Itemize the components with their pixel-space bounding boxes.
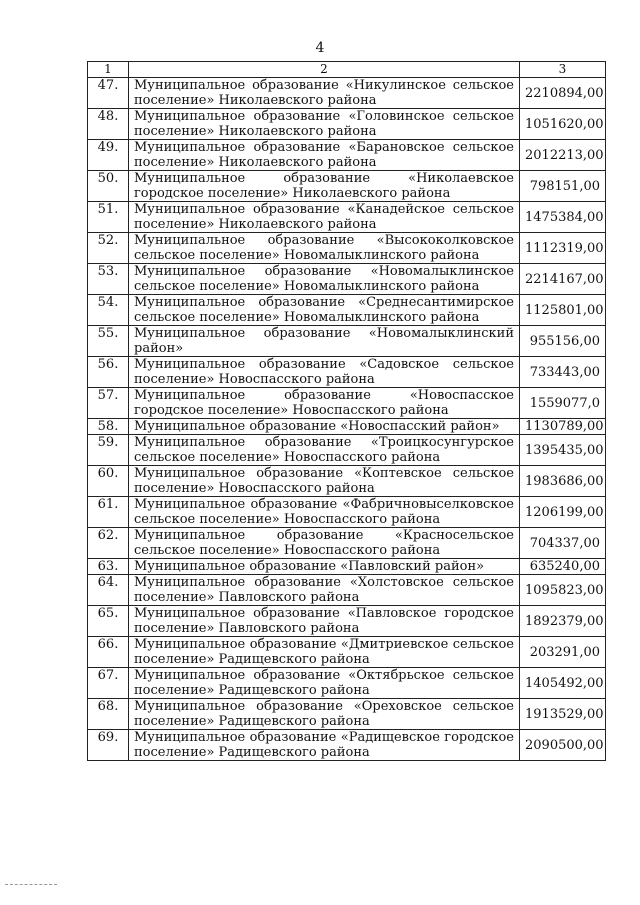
row-number: 66. (88, 637, 129, 668)
municipalities-table (87, 61, 606, 761)
table-row (88, 435, 606, 466)
row-number: 54. (88, 295, 129, 326)
table-row (88, 357, 606, 388)
row-number: 49. (88, 140, 129, 171)
row-name: Муниципальное образование «Новоспасский район» (129, 419, 520, 435)
row-number: 50. (88, 171, 129, 202)
row-value: 2210894,00 (520, 78, 606, 109)
table-row (88, 559, 606, 575)
row-number: 67. (88, 668, 129, 699)
row-value: 1125801,00 (520, 295, 606, 326)
row-name: Муниципальное образование «Новомалыклинское сельское поселение» Новомалыклинского района (129, 264, 520, 295)
row-value: 1892379,00 (520, 606, 606, 637)
row-value: 1206199,00 (520, 497, 606, 528)
row-value: 704337,00 (520, 528, 606, 559)
row-name: Муниципальное образование «Коптевское сельское поселение» Новоспасского района (129, 466, 520, 497)
row-number: 48. (88, 109, 129, 140)
table-row (88, 419, 606, 435)
table-row (88, 233, 606, 264)
scan-edge-mark (5, 884, 57, 886)
row-number: 60. (88, 466, 129, 497)
row-name: Муниципальное образование «Садовское сельское поселение» Новоспасского района (129, 357, 520, 388)
row-number: 68. (88, 699, 129, 730)
row-name: Муниципальное образование «Среднесантимирское сельское поселение» Новомалыклинского района (129, 295, 520, 326)
table-row (88, 78, 606, 109)
row-value: 2012213,00 (520, 140, 606, 171)
header-col-3: 3 (520, 62, 606, 78)
page-number: 4 (315, 40, 325, 56)
table-row (88, 528, 606, 559)
row-number: 63. (88, 559, 129, 575)
table-row (88, 668, 606, 699)
table-row (88, 109, 606, 140)
row-number: 52. (88, 233, 129, 264)
row-number: 56. (88, 357, 129, 388)
row-number: 59. (88, 435, 129, 466)
row-number: 47. (88, 78, 129, 109)
row-number: 55. (88, 326, 129, 357)
table-row (88, 171, 606, 202)
row-number: 65. (88, 606, 129, 637)
header-col-2: 2 (129, 62, 520, 78)
row-value: 1913529,00 (520, 699, 606, 730)
row-number: 69. (88, 730, 129, 761)
table-row (88, 140, 606, 171)
table-header-row (88, 62, 606, 78)
row-name: Муниципальное образование «Холстовское сельское поселение» Павловского района (129, 575, 520, 606)
row-value: 733443,00 (520, 357, 606, 388)
row-value: 2214167,00 (520, 264, 606, 295)
row-number: 62. (88, 528, 129, 559)
row-value: 203291,00 (520, 637, 606, 668)
row-number: 57. (88, 388, 129, 419)
row-value: 1395435,00 (520, 435, 606, 466)
table-row (88, 264, 606, 295)
row-value: 1405492,00 (520, 668, 606, 699)
row-value: 1095823,00 (520, 575, 606, 606)
row-number: 58. (88, 419, 129, 435)
table-row (88, 730, 606, 761)
row-name: Муниципальное образование «Павловский район» (129, 559, 520, 575)
row-value: 1559077,0 (520, 388, 606, 419)
row-name: Муниципальное образование «Радищевское городское поселение» Радищевского района (129, 730, 520, 761)
row-name: Муниципальное образование «Канадейское сельское поселение» Николаевского района (129, 202, 520, 233)
table-row (88, 699, 606, 730)
table-row (88, 637, 606, 668)
row-name: Муниципальное образование «Новоспасское городское поселение» Новоспасского района (129, 388, 520, 419)
row-name: Муниципальное образование «Ореховское сельское поселение» Радищевского района (129, 699, 520, 730)
header-col-1: 1 (88, 62, 129, 78)
row-name: Муниципальное образование «Павловское городское поселение» Павловского района (129, 606, 520, 637)
row-number: 51. (88, 202, 129, 233)
row-number: 61. (88, 497, 129, 528)
row-value: 798151,00 (520, 171, 606, 202)
row-name: Муниципальное образование «Барановское сельское поселение» Николаевского района (129, 140, 520, 171)
table-row (88, 575, 606, 606)
row-name: Муниципальное образование «Никулинское сельское поселение» Николаевского района (129, 78, 520, 109)
table-row (88, 388, 606, 419)
table-row (88, 606, 606, 637)
table-row (88, 497, 606, 528)
row-name: Муниципальное образование «Фабричновыселковское сельское поселение» Новоспасского района (129, 497, 520, 528)
row-value: 1983686,00 (520, 466, 606, 497)
table-row (88, 466, 606, 497)
table-row (88, 295, 606, 326)
row-name: Муниципальное образование «Головинское сельское поселение» Николаевского района (129, 109, 520, 140)
row-value: 1130789,00 (520, 419, 606, 435)
row-value: 1051620,00 (520, 109, 606, 140)
row-name: Муниципальное образование «Николаевское городское поселение» Николаевского района (129, 171, 520, 202)
row-number: 53. (88, 264, 129, 295)
row-value: 1475384,00 (520, 202, 606, 233)
row-value: 955156,00 (520, 326, 606, 357)
row-value: 1112319,00 (520, 233, 606, 264)
row-name: Муниципальное образование «Троицкосунгурское сельское поселение» Новоспасского района (129, 435, 520, 466)
row-name: Муниципальное образование «Высококолковское сельское поселение» Новомалыклинского района (129, 233, 520, 264)
table-row (88, 326, 606, 357)
row-number: 64. (88, 575, 129, 606)
table-body (88, 62, 606, 761)
row-name: Муниципальное образование «Октябрьское сельское поселение» Радищевского района (129, 668, 520, 699)
row-name: Муниципальное образование «Новомалыклинский район» (129, 326, 520, 357)
row-name: Муниципальное образование «Красносельское сельское поселение» Новоспасского района (129, 528, 520, 559)
row-value: 2090500,00 (520, 730, 606, 761)
table-row (88, 202, 606, 233)
row-value: 635240,00 (520, 559, 606, 575)
row-name: Муниципальное образование «Дмитриевское сельское поселение» Радищевского района (129, 637, 520, 668)
